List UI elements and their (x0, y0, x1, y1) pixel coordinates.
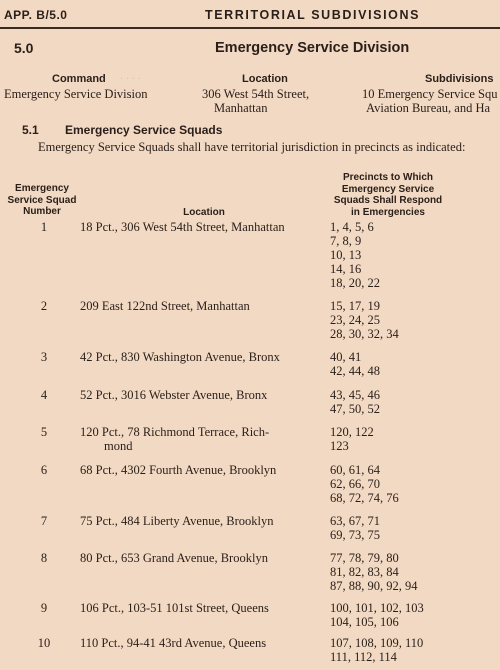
precinct-line: 111, 112, 114 (330, 650, 397, 664)
col-header-subdivisions: Subdivisions (425, 73, 494, 85)
squad-precincts (330, 463, 399, 505)
col-header-squad-number-line1: Emergency (15, 183, 69, 194)
running-title: TERRITORIAL SUBDIVISIONS (205, 8, 421, 22)
division-subdivisions-line2: Aviation Bureau, and Ha (366, 101, 491, 115)
precinct-line: 60, 61, 64 (330, 463, 380, 477)
precinct-line: 1, 4, 5, 6 (330, 220, 374, 234)
col-header-squad-location: Location (183, 207, 225, 218)
squad-precincts (330, 220, 380, 290)
precinct-line: 104, 105, 106 (330, 615, 399, 629)
squad-number: 4 (40, 388, 48, 402)
running-header (0, 6, 500, 28)
precinct-line: 87, 88, 90, 92, 94 (330, 579, 418, 593)
squad-precincts (330, 350, 380, 378)
precinct-line: 28, 30, 32, 34 (330, 327, 399, 341)
precinct-line: 43, 45, 46 (330, 388, 380, 402)
precinct-line: 15, 17, 19 (330, 299, 380, 313)
precinct-line: 42, 44, 48 (330, 364, 380, 378)
division-location-line2: Manhattan (214, 101, 268, 115)
division-subdivisions (362, 87, 498, 115)
subsection-title: Emergency Service Squads (65, 123, 223, 137)
precinct-line: 18, 20, 22 (330, 276, 380, 290)
squad-location: 80 Pct., 653 Grand Avenue, Brooklyn (80, 551, 268, 565)
precinct-line: 68, 72, 74, 76 (330, 491, 399, 505)
col-header-squad-number-line3: Number (23, 206, 61, 217)
squad-location: 110 Pct., 94-41 43rd Avenue, Queens (80, 636, 267, 650)
squad-precincts (330, 636, 423, 664)
precinct-line: 63, 67, 71 (330, 514, 380, 528)
col-header-precincts-line4: in Emergencies (351, 206, 425, 218)
precinct-line: 62, 66, 70 (330, 477, 380, 491)
section-title: Emergency Service Division (215, 40, 410, 56)
squad-location: 75 Pct., 484 Liberty Avenue, Brooklyn (80, 514, 274, 528)
precinct-line: 23, 24, 25 (330, 313, 380, 327)
precinct-line: 123 (330, 439, 349, 453)
division-location (202, 87, 309, 115)
section-number: 5.0 (14, 40, 34, 56)
squad-location: 106 Pct., 103-51 101st Street, Queens (80, 601, 269, 615)
squad-location: 68 Pct., 4302 Fourth Avenue, Brooklyn (80, 463, 277, 477)
squad-number: 7 (40, 514, 48, 528)
col-header-precincts-line1: Precincts to Which (342, 172, 433, 183)
squad-number: 2 (40, 299, 48, 313)
col-header-precincts-line2: Emergency Service (341, 183, 435, 195)
precinct-line: 40, 41 (330, 350, 362, 364)
col-header-squad-number-line2: Service Squad (7, 194, 77, 206)
squad-location-line1: 120 Pct., 78 Richmond Terrace, Rich- (80, 425, 270, 439)
precinct-line: 81, 82, 83, 84 (330, 565, 399, 579)
subsection-number: 5.1 (22, 123, 39, 137)
squad-precincts (330, 388, 380, 416)
precinct-line: 7, 8, 9 (330, 234, 362, 248)
header-rule (0, 27, 500, 29)
squad-number: 5 (40, 425, 48, 439)
squad-precincts (330, 425, 374, 453)
col-header-command: Command (52, 73, 106, 85)
precinct-line: 100, 101, 102, 103 (330, 601, 424, 615)
squad-location-line2: mond (104, 439, 133, 453)
precinct-line: 69, 73, 75 (330, 528, 380, 542)
division-command: Emergency Service Division (4, 87, 148, 101)
col-header-squad-number (2, 183, 82, 218)
squad-precincts (330, 551, 418, 593)
squad-location: 52 Pct., 3016 Webster Avenue, Bronx (80, 388, 268, 402)
squad-location: 209 East 122nd Street, Manhattan (80, 299, 250, 313)
col-header-precincts (318, 172, 458, 218)
squad-number: 9 (40, 601, 48, 615)
precinct-line: 10, 13 (330, 248, 362, 262)
precinct-line: 47, 50, 52 (330, 402, 380, 416)
squad-location: 18 Pct., 306 West 54th Street, Manhattan (80, 220, 285, 234)
squad-number: 1 (40, 220, 48, 234)
squad-precincts (330, 601, 424, 629)
precinct-line: 77, 78, 79, 80 (330, 551, 399, 565)
division-subdivisions-line1: 10 Emergency Service Squ (362, 87, 498, 101)
squad-precincts (330, 514, 380, 542)
squad-number: 10 (37, 636, 51, 650)
col-header-precincts-line3: Squads Shall Respond (333, 195, 443, 206)
precinct-line: 14, 16 (330, 262, 362, 276)
precinct-line: 107, 108, 109, 110 (330, 636, 424, 650)
squad-location (80, 425, 305, 453)
subsection-intro: Emergency Service Squads shall have territorial jurisdiction in precincts as indicated: (38, 140, 466, 154)
section-reference: APP. B/5.0 (4, 8, 68, 22)
col-header-location: Location (242, 73, 288, 85)
bleed-through: · · · · (120, 74, 141, 85)
division-location-line1: 306 West 54th Street, (202, 87, 310, 101)
squad-number: 8 (40, 551, 48, 565)
squad-number: 3 (40, 350, 48, 364)
squad-number: 6 (40, 463, 48, 477)
squad-location: 42 Pct., 830 Washington Avenue, Bronx (80, 350, 280, 364)
squad-precincts (330, 299, 399, 341)
precinct-line: 120, 122 (330, 425, 374, 439)
